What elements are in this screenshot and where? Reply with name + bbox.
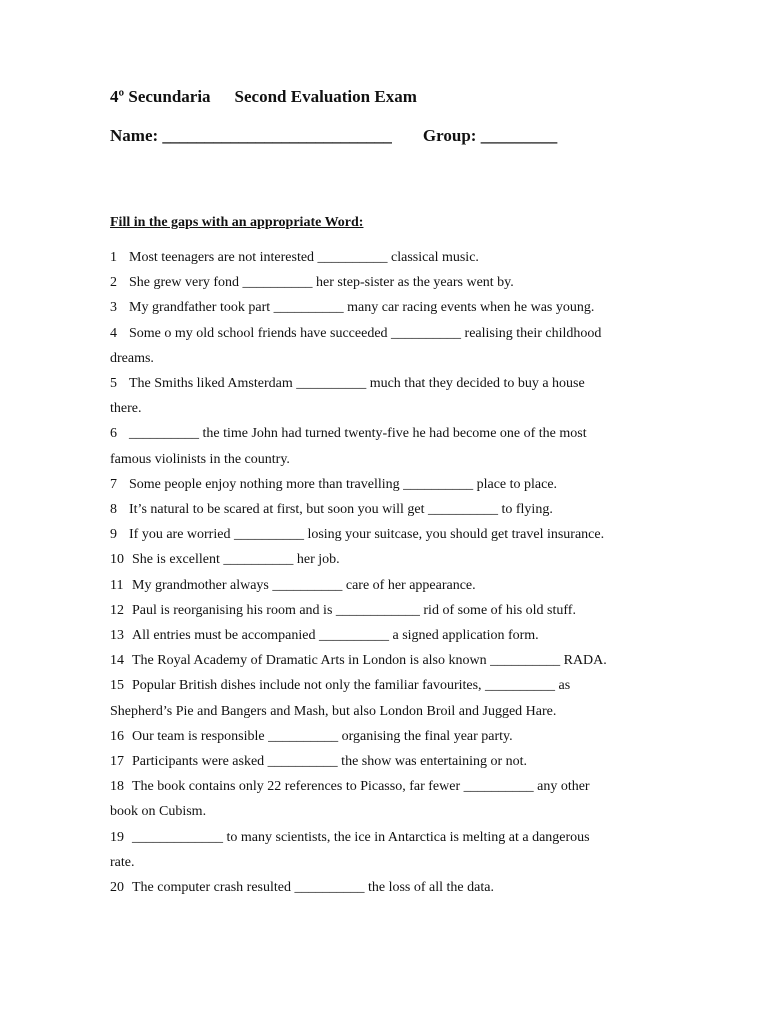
question-item	[110, 245, 670, 270]
question-item	[110, 371, 670, 421]
question-number: 10	[110, 552, 124, 568]
question-text-continued: dreams.	[110, 350, 154, 366]
question-text-continued: rate.	[110, 854, 135, 870]
question-text: __________ the time John had turned twenty-five he had become one of the most	[129, 426, 587, 442]
question-list	[110, 245, 670, 900]
question-number: 2	[110, 275, 117, 291]
question-item	[110, 648, 670, 673]
question-text: Paul is reorganising his room and is ____________ rid of some of his old stuff.	[132, 602, 576, 618]
question-text: The Royal Academy of Dramatic Arts in London is also known __________ RADA.	[132, 653, 607, 669]
question-text: The Smiths liked Amsterdam __________ much that they decided to buy a house	[129, 376, 585, 392]
question-item	[110, 598, 670, 623]
question-text-continued: book on Cubism.	[110, 804, 207, 820]
question-text-continued: Shepherd’s Pie and Bangers and Mash, but also London Broil and Jugged Hare.	[110, 703, 557, 719]
question-text: My grandfather took part __________ many car racing events when he was young.	[129, 300, 595, 316]
question-item	[110, 295, 670, 320]
question-text: Some o my old school friends have succeeded __________ realising their childhood	[129, 325, 602, 341]
question-item	[110, 774, 670, 824]
question-number: 19	[110, 829, 124, 845]
question-item	[110, 673, 670, 723]
question-number: 5	[110, 376, 117, 392]
question-number: 3	[110, 300, 117, 316]
question-item	[110, 321, 670, 371]
question-item	[110, 623, 670, 648]
question-text: Our team is responsible __________ organising the final year party.	[132, 728, 513, 744]
question-number: 4	[110, 325, 117, 341]
question-text: She grew very fond __________ her step-sister as the years went by.	[129, 275, 514, 291]
question-item	[110, 825, 670, 875]
question-item	[110, 547, 670, 572]
question-number: 1	[110, 250, 117, 265]
question-text: My grandmother always __________ care of her appearance.	[132, 577, 476, 593]
question-number: 15	[110, 678, 124, 694]
question-item	[110, 270, 670, 295]
question-text-continued: famous violinists in the country.	[110, 451, 290, 467]
question-number: 9	[110, 527, 117, 543]
question-text: All entries must be accompanied __________ a signed application form.	[132, 628, 539, 644]
group-field[interactable]: Group: _________	[422, 126, 558, 145]
question-item	[110, 749, 670, 774]
question-text: _____________ to many scientists, the ice in Antarctica is melting at a dangerous	[132, 829, 590, 845]
question-number: 8	[110, 502, 117, 518]
question-text: She is excellent __________ her job.	[132, 552, 340, 568]
exam-title: Second Evaluation Exam	[234, 87, 417, 106]
question-number: 16	[110, 728, 124, 744]
question-text: The book contains only 22 references to Picasso, far fewer __________ any other	[132, 779, 590, 795]
question-text: It’s natural to be scared at first, but soon you will get __________ to flying.	[129, 502, 553, 518]
question-text-continued: there.	[110, 401, 142, 417]
instructions: Fill in the gaps with an appropriate Word:	[110, 215, 364, 230]
question-number: 11	[110, 577, 124, 593]
question-number: 14	[110, 653, 124, 669]
question-item	[110, 724, 670, 749]
question-item	[110, 573, 670, 598]
question-number: 18	[110, 779, 124, 795]
question-text: The computer crash resulted __________ the loss of all the data.	[132, 880, 494, 896]
question-number: 12	[110, 602, 124, 618]
question-item	[110, 875, 670, 900]
student-info-row	[110, 126, 557, 146]
course-level: 4º Secundaria	[110, 87, 211, 106]
question-item	[110, 472, 670, 497]
question-number: 7	[110, 476, 117, 492]
question-number: 17	[110, 754, 124, 770]
question-item	[110, 497, 670, 522]
question-number: 6	[110, 426, 117, 442]
question-text: Most teenagers are not interested __________ classical music.	[129, 250, 479, 265]
question-number: 20	[110, 880, 124, 896]
question-text: If you are worried __________ losing your suitcase, you should get travel insurance.	[129, 527, 605, 543]
question-number: 13	[110, 628, 124, 644]
exam-header	[110, 87, 417, 107]
name-field[interactable]: Name: ___________________________	[110, 126, 392, 145]
question-item	[110, 522, 670, 547]
question-text: Some people enjoy nothing more than travelling __________ place to place.	[129, 476, 558, 492]
question-item	[110, 421, 670, 471]
question-text: Participants were asked __________ the show was entertaining or not.	[132, 754, 528, 770]
question-text: Popular British dishes include not only the familiar favourites, __________ as	[132, 678, 571, 694]
